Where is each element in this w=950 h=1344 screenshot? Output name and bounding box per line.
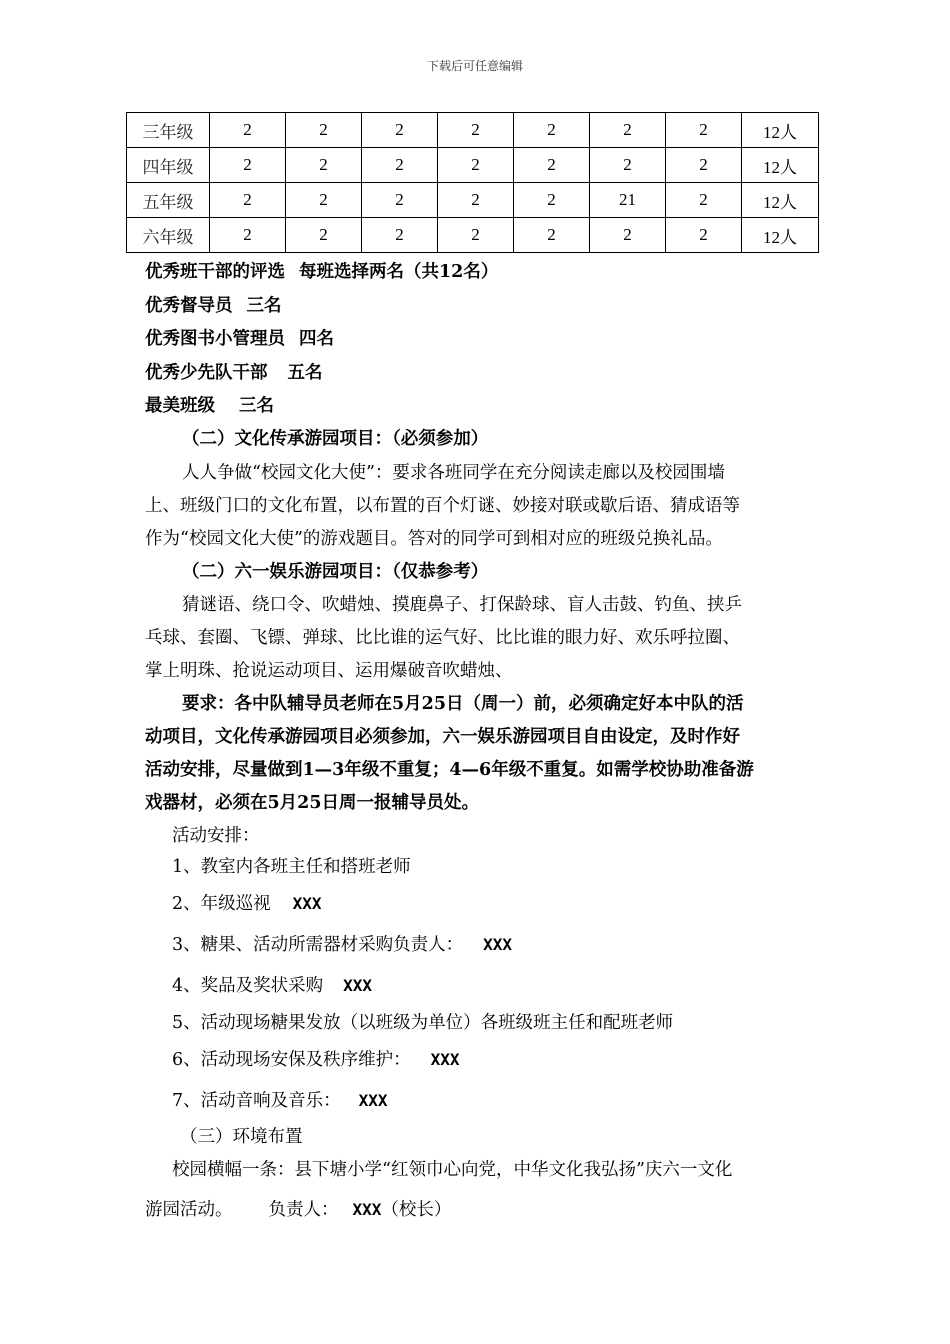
count-cell: 2 (666, 218, 742, 253)
award-line-3 (145, 325, 334, 350)
count-cell: 2 (286, 218, 362, 253)
arrangement-item-5 (172, 1009, 673, 1034)
count-cell: 2 (666, 183, 742, 218)
requirement-line-3: 活动安排，尽量做到1—3年级不重复；4—6年级不重复。如需学校协助准备游 (145, 760, 754, 780)
responsible-person: XXX (343, 976, 373, 995)
count-cell: 2 (438, 218, 514, 253)
table-row (127, 113, 819, 148)
arrangement-text: 6、活动现场安保及秩序维护： (172, 1050, 411, 1070)
count-cell: 2 (210, 113, 286, 148)
award-count: 每班选择两名（共12名） (299, 262, 499, 282)
count-cell: 2 (362, 183, 438, 218)
count-cell: 2 (362, 148, 438, 183)
award-count: 五名 (287, 363, 323, 383)
requirement-line-2: 动项目，文化传承游园项目必须参加，六一娱乐游园项目自由设定，及时作好 (145, 727, 740, 747)
arrangement-item-2 (172, 890, 322, 915)
arrangement-text: 2、年级巡视 (172, 894, 271, 914)
count-cell: 21 (590, 183, 666, 218)
count-cell: 2 (438, 148, 514, 183)
count-cell: 2 (362, 218, 438, 253)
arrangement-item-4 (172, 972, 372, 997)
award-name: 优秀图书小管理员 (145, 329, 285, 349)
responsible-person: XXX (292, 894, 322, 913)
arrangement-text: 7、活动音响及音乐： (172, 1091, 341, 1111)
fun-line-1: 猜谜语、绕口令、吹蜡烛、摸鹿鼻子、打保龄球、盲人击鼓、钓鱼、挟乒 (182, 595, 742, 615)
arrangement-heading: 活动安排： (172, 826, 260, 846)
table-row (127, 218, 819, 253)
responsible-person: XXX (352, 1200, 382, 1219)
count-cell: 2 (514, 183, 590, 218)
culture-line-1: 人人争做“校园文化大使”：要求各班同学在充分阅读走廊以及校园围墙 (182, 463, 725, 483)
responsible-person: XXX (483, 935, 513, 954)
culture-line-2: 上、班级门口的文化布置，以布置的百个灯谜、妙接对联或歇后语、猜成语等 (145, 496, 740, 516)
count-cell: 2 (210, 183, 286, 218)
responsible-person: XXX (430, 1050, 460, 1069)
environment-responsible-label: 负责人： (268, 1200, 339, 1220)
environment-line-2 (145, 1196, 451, 1221)
award-count: 三名 (246, 296, 282, 316)
grade-cell: 六年级 (127, 218, 210, 253)
award-line-1 (145, 258, 498, 283)
grade-cell: 三年级 (127, 113, 210, 148)
award-count: 四名 (299, 329, 334, 349)
arrangement-item-7 (172, 1087, 388, 1112)
grade-cell: 五年级 (127, 183, 210, 218)
grade-table (126, 112, 819, 253)
fun-line-2: 乓球、套圈、飞镖、弹球、比比谁的运气好、比比谁的眼力好、欢乐呼拉圈、 (145, 628, 740, 648)
arrangement-item-1 (172, 853, 411, 878)
arrangement-text: 4、奖品及奖状采购 (172, 976, 324, 996)
culture-heading: （二）文化传承游园项目：（必须参加） (182, 429, 489, 449)
count-cell: 2 (590, 113, 666, 148)
arrangement-text: 3、糖果、活动所需器材采购负责人： (172, 935, 464, 955)
fun-heading: （二）六一娱乐游园项目：（仅恭参考） (182, 562, 489, 582)
count-cell: 2 (210, 218, 286, 253)
requirement-line-1: 要求：各中队辅导员老师在5月25日（周一）前，必须确定好本中队的活 (182, 694, 744, 714)
award-count: 三名 (239, 396, 274, 416)
total-cell: 12人 (742, 148, 819, 183)
award-line-4 (145, 359, 323, 384)
arrangement-item-6 (172, 1046, 460, 1071)
requirement-line-4: 戏器材，必须在5月25日周一报辅导员处。 (145, 793, 480, 813)
environment-line-1: 校园横幅一条：县下塘小学“红领巾心向党，中华文化我弘扬”庆六一文化 (172, 1160, 733, 1180)
grade-cell: 四年级 (127, 148, 210, 183)
fun-line-3: 掌上明珠、抢说运动项目、运用爆破音吹蜡烛、 (145, 661, 513, 681)
count-cell: 2 (514, 113, 590, 148)
table-row (127, 148, 819, 183)
award-name: 优秀少先队干部 (145, 363, 268, 383)
total-cell: 12人 (742, 113, 819, 148)
award-line-2 (145, 292, 282, 317)
count-cell: 2 (590, 218, 666, 253)
table-row (127, 183, 819, 218)
award-name: 优秀督导员 (145, 296, 233, 316)
count-cell: 2 (362, 113, 438, 148)
total-cell: 12人 (742, 218, 819, 253)
responsible-person: XXX (358, 1091, 388, 1110)
count-cell: 2 (514, 218, 590, 253)
count-cell: 2 (514, 148, 590, 183)
environment-role: （校长） (381, 1200, 452, 1220)
count-cell: 2 (438, 183, 514, 218)
arrangement-text: 5、活动现场糖果发放（以班级为单位）各班级班主任和配班老师 (172, 1013, 674, 1033)
count-cell: 2 (666, 148, 742, 183)
count-cell: 2 (210, 148, 286, 183)
culture-line-3: 作为“校园文化大使”的游戏题目。答对的同学可到相对应的班级兑换礼品。 (145, 529, 723, 549)
environment-heading: （三）环境布置 (180, 1127, 303, 1147)
award-name: 最美班级 (145, 396, 215, 416)
arrangement-item-3 (172, 931, 512, 956)
award-line-5 (145, 392, 274, 417)
count-cell: 2 (286, 148, 362, 183)
page-header: 下载后可任意编辑 (426, 59, 523, 73)
count-cell: 2 (590, 148, 666, 183)
total-cell: 12人 (742, 183, 819, 218)
count-cell: 2 (286, 183, 362, 218)
count-cell: 2 (286, 113, 362, 148)
count-cell: 2 (438, 113, 514, 148)
count-cell: 2 (666, 113, 742, 148)
arrangement-text: 1、教室内各班主任和搭班老师 (172, 857, 411, 877)
award-name: 优秀班干部的评选 (145, 262, 285, 282)
environment-activity: 游园活动。 (145, 1200, 233, 1220)
